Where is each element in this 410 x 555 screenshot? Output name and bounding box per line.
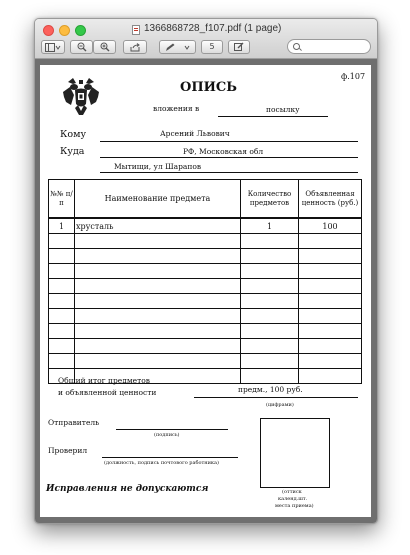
table-cell: [299, 294, 362, 309]
table-cell: [49, 309, 75, 324]
table-row: [49, 354, 362, 369]
items-table: [48, 179, 362, 384]
zoom-out-button[interactable]: [70, 40, 93, 54]
table-cell: [75, 234, 241, 249]
table-cell: [241, 294, 299, 309]
table-cell: [75, 249, 241, 264]
sidebar-toggle-button[interactable]: [41, 40, 65, 54]
checked-signature-line: [102, 457, 238, 458]
total-label-line-1: Общий итог предметов: [58, 376, 151, 385]
table-cell: [299, 279, 362, 294]
table-cell: [75, 339, 241, 354]
page-button[interactable]: [201, 40, 223, 54]
column-header: Наименование предмета: [75, 180, 241, 219]
minimize-window-button[interactable]: [59, 25, 70, 36]
close-window-button[interactable]: [43, 25, 54, 36]
sidebar-icon: [45, 43, 61, 52]
zoom-in-button[interactable]: [93, 40, 116, 54]
table-cell: [49, 264, 75, 279]
table-cell: [241, 234, 299, 249]
form-code: ф.107: [341, 72, 366, 81]
table-cell: [299, 369, 362, 384]
preview-window: [34, 18, 378, 524]
table-cell: [299, 309, 362, 324]
total-caption: (цифрами): [266, 402, 294, 408]
table-row: [49, 324, 362, 339]
document-viewport[interactable]: [35, 59, 377, 523]
postmark-stamp-box: [260, 418, 330, 488]
table-cell: 1: [49, 218, 75, 234]
enclosure-underline: [218, 116, 328, 117]
where-line-2: Мытищи, ул Шарапов: [114, 162, 202, 171]
table-cell: [299, 339, 362, 354]
table-cell: хрусталь: [75, 218, 241, 234]
table-cell: [241, 369, 299, 384]
total-label-line-2: и объявленной ценности: [58, 388, 157, 397]
table-row: [49, 339, 362, 354]
checked-caption: (должность, подпись почтового работника): [104, 460, 219, 466]
table-cell: [75, 324, 241, 339]
table-cell: [49, 294, 75, 309]
edit-button[interactable]: [228, 40, 250, 54]
pdf-page: [40, 65, 371, 517]
total-value: предм., 100 руб.: [238, 385, 303, 394]
search-field[interactable]: [287, 39, 371, 54]
table-cell: [75, 354, 241, 369]
table-cell: 1: [241, 218, 299, 234]
table-cell: [49, 324, 75, 339]
to-value: Арсений Львович: [160, 129, 230, 138]
edit-icon: [234, 42, 244, 52]
zoom-in-icon: [100, 42, 110, 52]
table-cell: [49, 279, 75, 294]
table-cell: [49, 354, 75, 369]
table-cell: [241, 249, 299, 264]
column-header: №№ п/п: [49, 180, 75, 219]
share-icon: [130, 43, 141, 52]
enclosure-value: посылку: [266, 105, 300, 114]
table-cell: [241, 339, 299, 354]
stamp-caption-line-1: (оттиск: [282, 489, 302, 495]
table-cell: [75, 264, 241, 279]
table-cell: [241, 279, 299, 294]
table-row: [49, 218, 362, 234]
table-cell: [299, 324, 362, 339]
table-cell: [299, 354, 362, 369]
table-row: [49, 309, 362, 324]
column-header: Объявленная ценность (руб.): [299, 180, 362, 219]
table-cell: [49, 234, 75, 249]
form-title: ОПИСЬ: [180, 80, 237, 95]
stamp-caption-line-3: места приема): [275, 503, 314, 509]
table-cell: [75, 309, 241, 324]
table-cell: [75, 294, 241, 309]
share-button[interactable]: [123, 40, 147, 54]
column-header: Количество предметов: [241, 180, 299, 219]
stamp-caption-line-2: календ.шт.: [278, 496, 308, 502]
where-underline-1: [100, 157, 358, 158]
table-row: [49, 249, 362, 264]
table-cell: [299, 264, 362, 279]
table-cell: 100: [299, 218, 362, 234]
double-headed-eagle-emblem: [63, 78, 99, 118]
annotate-menu-button[interactable]: [159, 40, 196, 54]
window-titlebar: [35, 19, 377, 59]
search-icon: [293, 43, 300, 50]
table-cell: [299, 249, 362, 264]
enclosure-label: вложения в: [153, 104, 200, 113]
table-cell: [241, 264, 299, 279]
where-label: Куда: [60, 146, 85, 157]
table-cell: [49, 249, 75, 264]
to-underline: [100, 141, 358, 142]
pdf-document-icon: [132, 25, 140, 35]
no-corrections-notice: Исправления не допускаются: [46, 484, 209, 494]
table-row: [49, 279, 362, 294]
table-header-row: [49, 180, 362, 219]
sender-signature-line: [116, 429, 228, 430]
table-row: [49, 294, 362, 309]
page-button-label: 5: [209, 42, 215, 51]
where-line-1: РФ, Московская обл: [183, 147, 264, 156]
window-title: 1366868728_f107.pdf (1 page): [144, 23, 282, 34]
table-cell: [241, 309, 299, 324]
table-cell: [49, 339, 75, 354]
total-underline: [194, 397, 358, 398]
to-label: Кому: [60, 129, 87, 140]
table-cell: [241, 324, 299, 339]
table-row: [49, 234, 362, 249]
table-cell: [241, 354, 299, 369]
table-cell: [299, 234, 362, 249]
table-row: [49, 264, 362, 279]
zoom-out-icon: [77, 42, 87, 52]
zoom-window-button[interactable]: [75, 25, 86, 36]
table-cell: [75, 279, 241, 294]
where-underline-2: [100, 172, 358, 173]
pen-icon: [164, 43, 192, 52]
sender-label: Отправитель: [48, 418, 100, 427]
checked-label: Проверил: [48, 446, 88, 455]
sender-caption: (подпись): [154, 432, 180, 438]
